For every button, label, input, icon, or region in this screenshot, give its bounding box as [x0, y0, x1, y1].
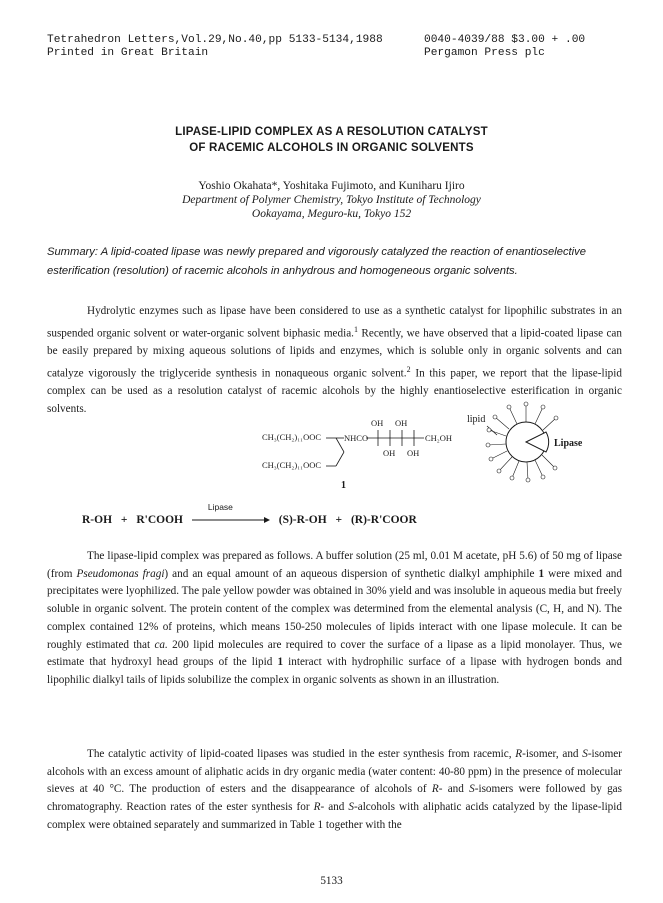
isomer-s-2: S: [469, 783, 475, 796]
alkyl-chain-2: CH₃(CH₂)₁₁OOC: [262, 460, 322, 470]
printed-in: Printed in Great Britain: [47, 47, 209, 59]
summary-label: Summary:: [47, 246, 98, 258]
terminal-group: CH₂OH: [425, 433, 453, 443]
compound-number: 1: [341, 480, 346, 491]
paper-title-line2: OF RACEMIC ALCOHOLS IN ORGANIC SOLVENTS: [189, 142, 474, 154]
reactant-alcohol: R-OH: [82, 514, 113, 526]
prep-text-3: were mixed and precipitates were lyophilized. The pale yellow powder was obtained in 30% yield and was insoluble in aqueous media but freely soluble in organic solvent. The protein content of the complex was determined from the elemental analysis (C, H, and N). The complex contained 12% of proteins, which means 150-250 molecules of lipids interact with one lipase molecule. It can be roughly estimated that: [47, 567, 622, 651]
hydroxyl-top-2: OH: [395, 418, 408, 428]
isomer-s-1: S: [582, 748, 588, 760]
hydroxyl-bottom-1: OH: [383, 448, 396, 458]
isomer-r-2: R: [431, 783, 439, 796]
reactant-acid: R'COOH: [136, 514, 183, 526]
product-ester: (R)-R'COOR: [350, 514, 417, 526]
lipase-label: Lipase: [554, 438, 583, 449]
plus-sign-2: +: [335, 514, 343, 526]
catalyst-label: Lipase: [207, 502, 233, 513]
hydroxyl-bottom-2: OH: [407, 448, 420, 458]
act-text-4: - and: [438, 783, 470, 796]
act-text-2: -isomer, and: [522, 748, 583, 760]
isomer-r-3: R: [313, 801, 321, 814]
ca-abbrev: ca.: [154, 638, 168, 651]
hydroxyl-top-1: OH: [371, 418, 384, 428]
amide-group: NHCO: [344, 433, 369, 443]
preparation-paragraph: [47, 548, 622, 690]
summary: [47, 243, 622, 281]
issn-price: 0040-4039/88 $3.00 + .00: [424, 34, 586, 46]
plus-sign-1: +: [120, 514, 128, 526]
prep-text-5: interact with hydrophilic surface of a lipase with hydrogen bonds and lipophilic dialkyl tails of lipids solubilize the complex in organic solvents as shown in an illustration.: [47, 656, 622, 686]
authors: Yoshio Okahata*, Yoshitaka Fujimoto, and Kuniharu Ijiro: [198, 180, 465, 192]
intro-text-2: Recently, we have observed that a lipid-coated lipase can be easily prepared by mixing aqueous solutions of lipids and enzymes, which is soluble only in organic solvents and can catalyze vigorously the triglyceride synthesis in nonaqueous organic solvent.: [47, 327, 622, 380]
affiliation-line1: Department of Polymer Chemistry, Tokyo Institute of Technology: [182, 194, 481, 206]
compound-ref-1: 1: [538, 567, 545, 580]
act-text-7: -alcohols with aliphatic acids catalyzed by the lipase-lipid complex were obtained separately and summarized in Table 1 together with the: [47, 801, 622, 831]
prep-text-2: ) and an equal amount of an aqueous dispersion of synthetic dialkyl amphiphile: [164, 567, 539, 580]
organism-name: Pseudomonas fragi: [76, 567, 165, 580]
journal-citation: Tetrahedron Letters,Vol.29,No.40,pp 5133-5134,1988: [47, 34, 383, 46]
ref-2: 2: [406, 364, 411, 374]
affiliation-line2: Ookayama, Meguro-ku, Tokyo 152: [251, 208, 412, 220]
prep-text-1: The lipase-lipid complex was prepared as follows. A buffer solution (25 ml, 0.01 M acetate, pH 5.6) of 50 mg of lipase (from: [47, 550, 622, 580]
intro-text-1: Hydrolytic enzymes such as lipase have been considered to use as a synthetic catalyst for lipophilic substrates in an suspended organic solvent or water-organic solvent biphasic media.: [47, 305, 622, 340]
act-text-6: - and: [320, 801, 349, 814]
lipid-structure-figure: [262, 398, 592, 498]
act-text-1: The catalytic activity of lipid-coated lipases was studied in the ester synthesis from racemic,: [87, 748, 516, 760]
reaction-arrow: [192, 502, 270, 524]
isomer-r-1: R: [515, 748, 523, 760]
lipid-label: lipid: [467, 414, 486, 425]
act-text-5: -isomers were followed by gas chromatography. Reaction rates of the ester synthesis for: [47, 783, 622, 814]
product-alcohol: (S)-R-OH: [278, 514, 327, 526]
ref-1: 1: [353, 324, 358, 334]
prep-text-4: 200 lipid molecules are required to cover the surface of a lipase as a lipid monolayer. Thus, we estimate that hydroxyl head groups of the lipid: [47, 638, 622, 669]
paper-title-line1: LIPASE-LIPID COMPLEX AS A RESOLUTION CATALYST: [175, 126, 488, 138]
intro-text-3: In this paper, we report that the lipase-lipid complex can be used as a resolution catalyst of racemic alcohols by the highly enantioselective esterification in organic solvents.: [47, 367, 622, 415]
publisher: Pergamon Press plc: [424, 47, 545, 59]
compound-ref-2: 1: [277, 656, 284, 669]
lipase-illustration: [486, 402, 558, 482]
act-text-3: -isomer alcohols with an excess amount of aliphatic acids in dry organic media (water content: 40-80 ppm) in the presence of molecular sieves at 40 °C. The production of esters and the disappearance of alcohols of: [47, 748, 623, 796]
page-number: 5133: [320, 875, 343, 887]
alkyl-chain-1: CH₃(CH₂)₁₁OOC: [262, 432, 322, 442]
isomer-s-3: S: [348, 801, 354, 814]
activity-paragraph: [47, 746, 622, 835]
reaction-scheme: [82, 502, 417, 526]
summary-text: A lipid-coated lipase was newly prepared and vigorously catalyzed the reaction of enantioselective esterification (resolution) of racemic alcohols in anhydrous and homogeneous organic solvents.: [47, 246, 586, 277]
